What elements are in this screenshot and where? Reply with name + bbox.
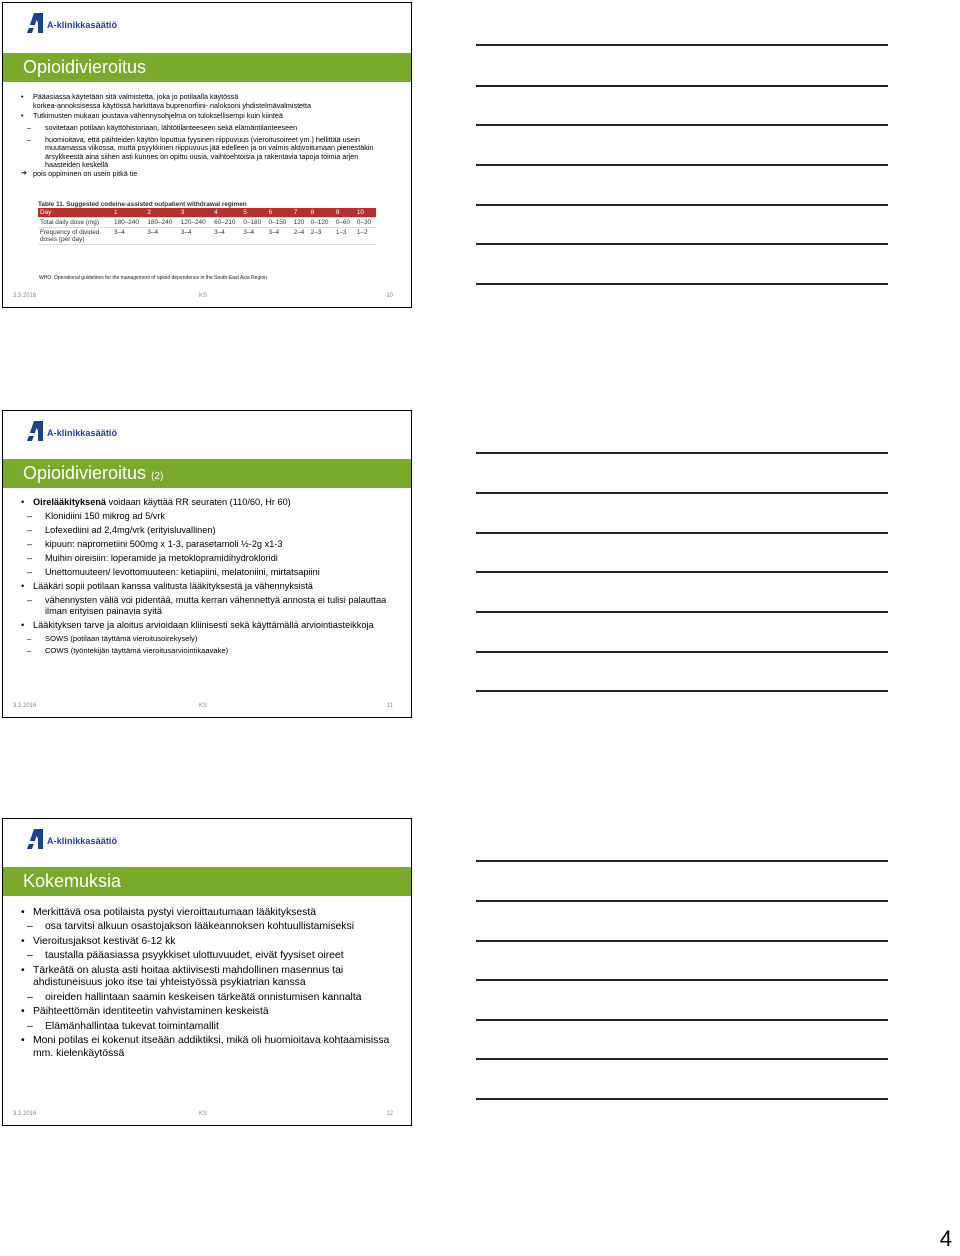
notes-line bbox=[476, 452, 888, 454]
table-cell: 0–120 bbox=[309, 218, 334, 228]
logo-text: A-klinikkasäätiö bbox=[47, 836, 118, 846]
notes-line bbox=[476, 204, 888, 206]
table-cell: 3–4 bbox=[179, 228, 212, 245]
dosing-table bbox=[38, 201, 376, 245]
slide-3 bbox=[2, 818, 412, 1126]
sub-bullet: – vähennysten väliä voi pidentää, mutta kerran vähennettyä annosta ei tulisi palauttaa ilman erityisen painavia syitä bbox=[21, 595, 399, 617]
table-caption: Table 11. Suggested codeine-assisted outpatient withdrawal regimen bbox=[38, 201, 247, 208]
a-klinikka-logo-icon bbox=[25, 827, 45, 849]
arrow-bullet: ➔ pois oppiminen on usein pitkä tie bbox=[21, 170, 403, 179]
footer-date: 3.3.2016 bbox=[13, 1111, 37, 1117]
table-cell: 180–240 bbox=[145, 218, 178, 228]
notes-line bbox=[476, 44, 888, 46]
slide-title bbox=[23, 463, 163, 484]
table-cell: 0–150 bbox=[267, 218, 292, 228]
table-cell: 10 bbox=[355, 208, 376, 218]
table-cell: Day bbox=[38, 208, 112, 218]
table-cell: 1–3 bbox=[334, 228, 355, 245]
notes-line bbox=[476, 85, 888, 87]
sub-bullet: – sovitetaan potilaan käyttöhistoriaan, lähtötilanteeseen sekä elämäntilanteeseen bbox=[21, 124, 403, 133]
sub-bullet: – SOWS (potilaan täyttämä vieroitusoirekysely) bbox=[21, 634, 399, 643]
slide-body bbox=[21, 93, 403, 179]
table-cell: 60–210 bbox=[212, 218, 241, 228]
table-cell: 0–60 bbox=[334, 218, 355, 228]
notes-line bbox=[476, 940, 888, 942]
sub-bullet: korkea-annoksisessa käytössä harkittava buprenorfiini- naloksoni yhdistelmävalmistetta bbox=[33, 100, 312, 110]
footer-page-number: 10 bbox=[386, 293, 393, 299]
table-cell: 2–4 bbox=[292, 228, 309, 245]
sub-bullet: – Muihin oireisiin: loperamide ja metoklopramidihydrokloridi bbox=[21, 553, 399, 564]
table-cell: 1–2 bbox=[355, 228, 376, 245]
sub-bullet: – COWS (työntekijän täyttämä vieroitusarviointikaavake) bbox=[21, 646, 399, 655]
table-header-row bbox=[38, 208, 376, 218]
table-cell: 2 bbox=[145, 208, 178, 218]
table-cell: 1 bbox=[112, 208, 145, 218]
slide-title-suffix: (2) bbox=[151, 471, 164, 482]
notes-line bbox=[476, 124, 888, 126]
table-cell: 120 bbox=[292, 218, 309, 228]
slide-2 bbox=[2, 410, 412, 718]
table-cell: 2–3 bbox=[309, 228, 334, 245]
table-row bbox=[38, 228, 376, 245]
table-row bbox=[38, 218, 376, 228]
bullet: • Vieroitusjaksot kestivät 6-12 kk bbox=[21, 936, 393, 948]
table-cell: 9 bbox=[334, 208, 355, 218]
table-cell: Frequency of divided doses (per day) bbox=[38, 228, 112, 245]
table-cell: Total daily dose (mg) bbox=[38, 218, 112, 228]
page-number: 4 bbox=[939, 1226, 952, 1251]
bullet: • Moni potilas ei kokenut itseään addiktiksi, mikä oli huomioitava kohtaamisissa mm. kielenkäytössä bbox=[21, 1035, 393, 1060]
table-cell: 8 bbox=[309, 208, 334, 218]
bullet: • Tärkeätä on alusta asti hoitaa aktiivisesti mahdollinen masennus tai ahdistuneisuus joko itse tai yhteistyössä psykiatrian kanssa bbox=[21, 965, 393, 990]
bullet: • Lääkäri sopii potilaan kanssa valitusta lääkityksestä ja vähennyksistä bbox=[21, 581, 399, 592]
table-cell: 4 bbox=[212, 208, 241, 218]
a-klinikka-logo-icon bbox=[25, 11, 45, 33]
notes-line bbox=[476, 532, 888, 534]
sub-bullet: – Elämänhallintaa tukevat toimintamallit bbox=[21, 1021, 393, 1033]
notes-line bbox=[476, 860, 888, 862]
table-cell: 120–240 bbox=[179, 218, 212, 228]
bullet: • Päihteettömän identiteetin vahvistaminen keskeistä bbox=[21, 1006, 393, 1018]
title-bar bbox=[3, 459, 412, 488]
title-bar bbox=[3, 867, 412, 896]
logo-text: A-klinikkasäätiö bbox=[47, 20, 118, 30]
table-cell: 3–4 bbox=[145, 228, 178, 245]
notes-line bbox=[476, 164, 888, 166]
notes-line bbox=[476, 1098, 888, 1100]
sub-bullet: – Lofexediini ad 2,4mg/vrk (erityisluvallinen) bbox=[21, 525, 399, 536]
footer-page-number: 12 bbox=[386, 1111, 393, 1117]
sub-bullet: – Unettomuuteen/ levottomuuteen: ketiapiini, melatoniini, mirtatsapiini bbox=[21, 567, 399, 578]
footer-date: 3.3.2016 bbox=[13, 703, 37, 709]
sub-bullet: – kipuun: naprometiini 500mg x 1-3, parasetamoli ½-2g x1-3 bbox=[21, 539, 399, 550]
sub-bullet: – oireiden hallintaan saamin keskeisen tärkeätä onnistumisen kannalta bbox=[21, 992, 393, 1004]
logo-text: A-klinikkasäätiö bbox=[47, 428, 118, 438]
table-cell: 5 bbox=[241, 208, 266, 218]
table-cell: 7 bbox=[292, 208, 309, 218]
notes-line bbox=[476, 1058, 888, 1060]
footer-author: KS bbox=[198, 703, 208, 709]
table-cell: 0–30 bbox=[355, 218, 376, 228]
table-cell: 3 bbox=[179, 208, 212, 218]
notes-line bbox=[476, 651, 888, 653]
table-cell: 3–4 bbox=[241, 228, 266, 245]
table-cell: 6 bbox=[267, 208, 292, 218]
notes-line bbox=[476, 1019, 888, 1021]
bullet: • Lääkityksen tarve ja aloitus arvioidaan kliinisesti sekä käyttämällä arviointiasteikkoja bbox=[21, 620, 399, 631]
notes-line bbox=[476, 979, 888, 981]
slide-footer bbox=[13, 1111, 393, 1119]
footer-page-number: 11 bbox=[386, 703, 393, 709]
sub-bullet: – taustalla pääasiassa psyykkiset ulottuvuudet, eivät fyysiset oireet bbox=[21, 950, 393, 962]
footer-author: KS bbox=[198, 293, 208, 299]
notes-line bbox=[476, 243, 888, 245]
title-bar bbox=[3, 53, 412, 82]
slide-body bbox=[21, 907, 393, 1060]
bullet: • Merkittävä osa potilaista pystyi vieroittautumaan lääkityksestä bbox=[21, 907, 393, 919]
table-cell: 3–4 bbox=[267, 228, 292, 245]
bullet-text: voidaan käyttää RR seuraten (110/60, Hr 60) bbox=[106, 497, 291, 507]
notes-line bbox=[476, 283, 888, 285]
sub-bullet: – huomioitava, että päihteiden käytön loputtua fyysinen riippuvuus (vieroitusoireet ym.) hellittää usein muutamassa viikossa, mutta psyykkinen riippuvuus jää edelleen ja on valmis aktivoitumaan pienestäkin ärsykkeestä aina siihen asti kunnes on opittu uusia, vaihtoehtoisia ja rakentavia tapoja toimia arjen haasteiden keskellä bbox=[21, 136, 403, 171]
sub-bullet: – osa tarvitsi alkuun osastojakson lääkeannoksen kohtuullistamiseksi bbox=[21, 921, 393, 933]
bullet: • Pääasiassa käytetään sitä valmistetta, joka jo potilaalla käytössä bbox=[21, 93, 403, 102]
sub-bullet: – Klonidiini 150 mikrog ad 5/vrk bbox=[21, 511, 399, 522]
table-cell: 180–240 bbox=[112, 218, 145, 228]
table-cell: 3–4 bbox=[112, 228, 145, 245]
footer-date: 3.3.2016 bbox=[13, 293, 37, 299]
slide-title: Kokemuksia bbox=[23, 871, 122, 891]
notes-line bbox=[476, 571, 888, 573]
slide-1 bbox=[2, 2, 412, 308]
source-note: WHO: Operational guidelines for the management of opioid dependence in the South-East Asia Region bbox=[39, 275, 267, 281]
slide-body bbox=[21, 497, 399, 656]
footer-author: KS bbox=[198, 1111, 208, 1117]
notes-line bbox=[476, 900, 888, 902]
slide-footer bbox=[13, 703, 393, 711]
slide-footer bbox=[13, 293, 393, 301]
table-cell: 0–180 bbox=[241, 218, 266, 228]
bullet: • Tutkimusten mukaan joustava vähennysohjelma on tuloksellisempi kuin kiinteä bbox=[21, 112, 403, 121]
notes-line bbox=[476, 611, 888, 613]
bullet-emphasis: Oirelääkityksenä bbox=[33, 497, 107, 507]
notes-line bbox=[476, 492, 888, 494]
a-klinikka-logo-icon bbox=[25, 419, 45, 441]
slide-title: Opioidivieroitus bbox=[23, 57, 147, 77]
slide-title-text: Opioidivieroitus bbox=[23, 463, 147, 483]
table-cell: 3–4 bbox=[212, 228, 241, 245]
notes-line bbox=[476, 690, 888, 692]
bullet bbox=[21, 497, 399, 508]
